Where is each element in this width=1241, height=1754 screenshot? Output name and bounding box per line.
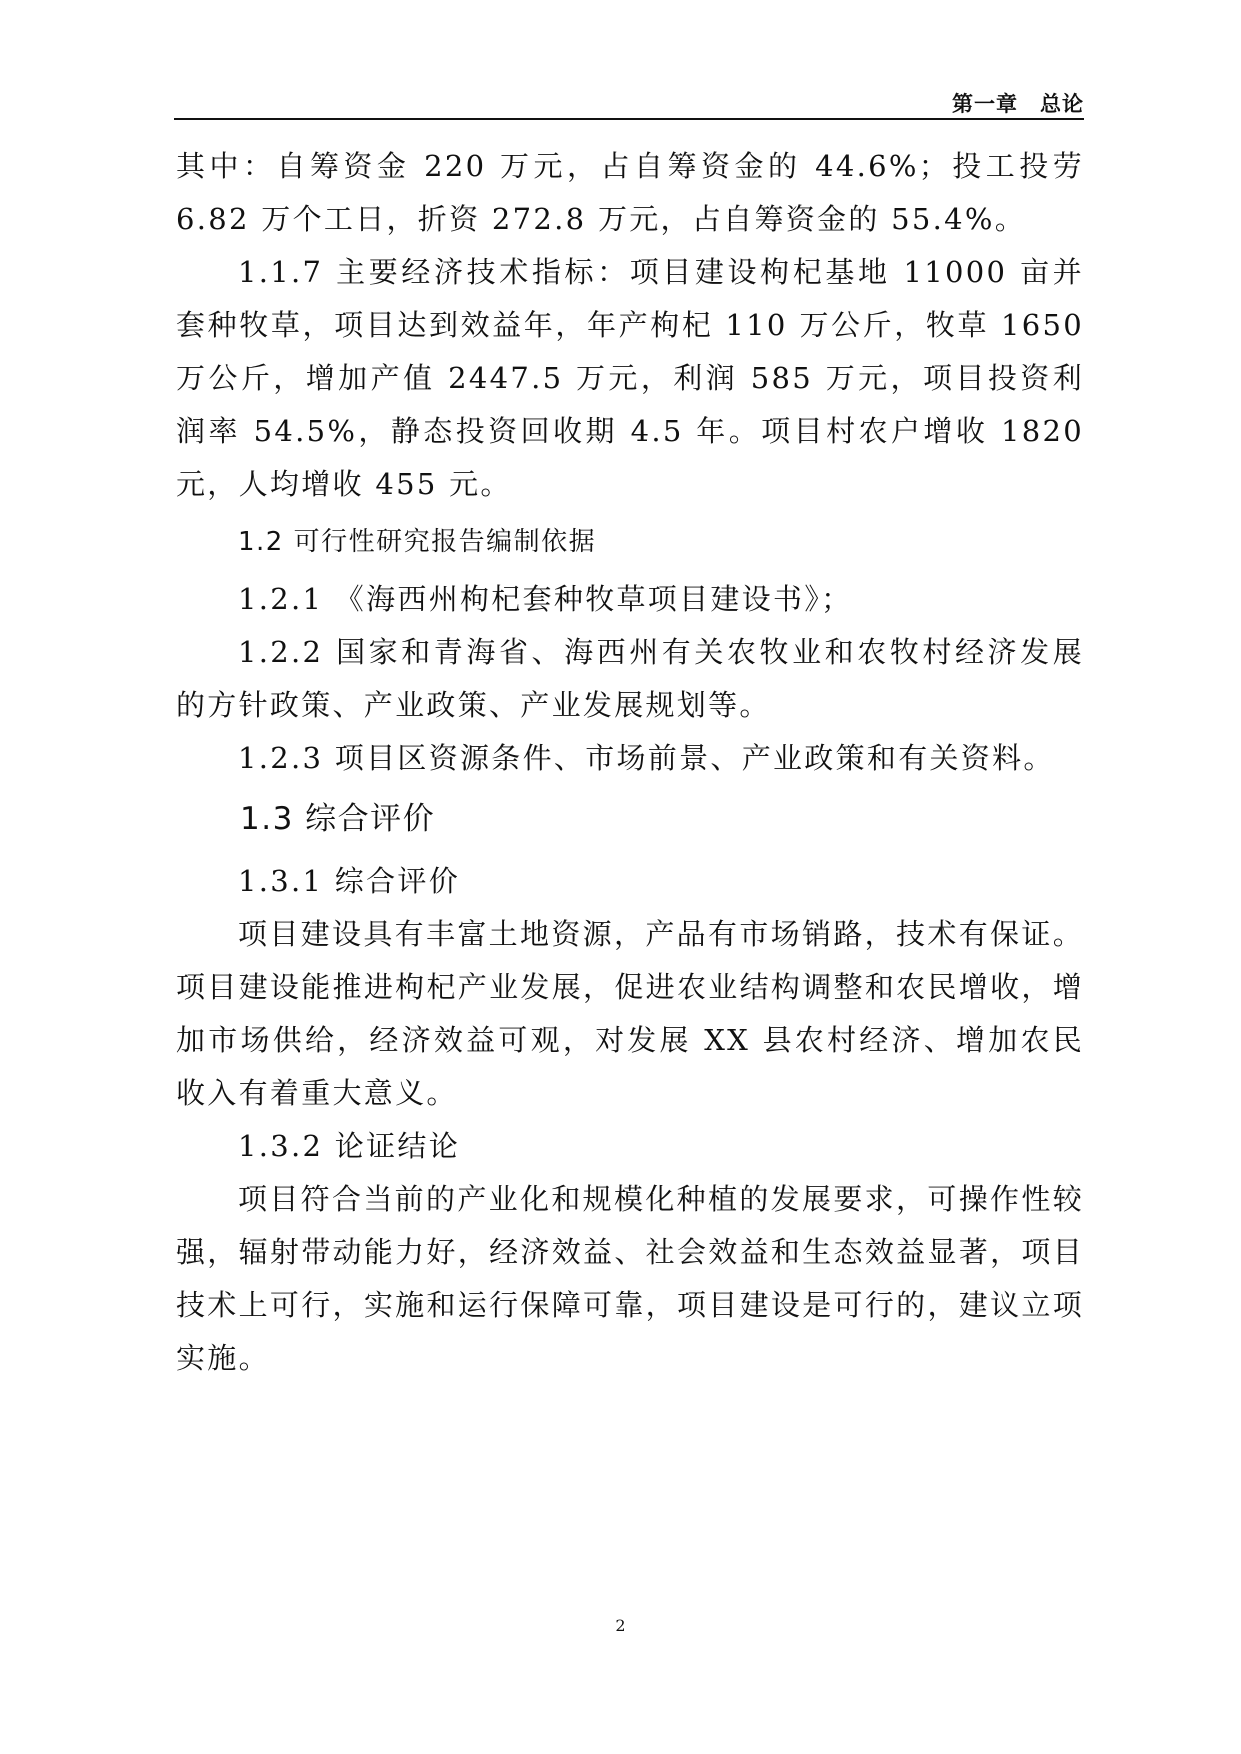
section-heading-1-2: 1.2 可行性研究报告编制依据 — [238, 527, 597, 557]
document-body — [176, 140, 1084, 1385]
paragraph-funding: 其中：自筹资金 220 万元，占自筹资金的 44.6%；投工投劳 6.82 万个工日，折资 272.8 万元，占自筹资金的 55.4%。 — [176, 149, 1084, 236]
subsection-heading-1-3-1: 1.3.1 综合评价 — [238, 864, 461, 898]
paragraph-1-2-1: 1.2.1 《海西州枸杞套种牧草项目建设书》； — [238, 582, 853, 616]
page-header — [174, 88, 1084, 120]
paragraph-1-2-3: 1.2.3 项目区资源条件、市场前景、产业政策和有关资料。 — [238, 741, 1055, 775]
section-heading-1-3: 1.3 综合评价 — [240, 801, 436, 837]
chapter-title: 第一章 总论 — [952, 92, 1084, 116]
page-number: 2 — [615, 1616, 626, 1635]
paragraph-1-2-2: 1.2.2 国家和青海省、海西州有关农牧业和农牧村经济发展的方针政策、产业政策、产业发展规划等。 — [176, 635, 1084, 722]
paragraph-1-3-2: 项目符合当前的产业化和规模化种植的发展要求，可操作性较强，辐射带动能力好，经济效益、社会效益和生态效益显著，项目技术上可行，实施和运行保障可靠，项目建设是可行的，建议立项实施。 — [176, 1182, 1084, 1375]
paragraph-1-3-1: 项目建设具有丰富土地资源，产品有市场销路，技术有保证。项目建设能推进枸杞产业发展，促进农业结构调整和农民增收，增加市场供给，经济效益可观，对发展 XX 县农村经济、增加农民收入有着重大意义。 — [176, 917, 1084, 1110]
paragraph-economic-indicators: 1.1.7 主要经济技术指标：项目建设枸杞基地 11000 亩并套种牧草，项目达到效益年，年产枸杞 110 万公斤，牧草 1650 万公斤，增加产值 2447.5 万元，利润 585 万元，项目投资利润率 54.5%，静态投资回收期 4.5 年。项目村农户增收 1820 元，人均增收 455 元。 — [176, 255, 1084, 501]
subsection-heading-1-3-2: 1.3.2 论证结论 — [238, 1129, 461, 1163]
